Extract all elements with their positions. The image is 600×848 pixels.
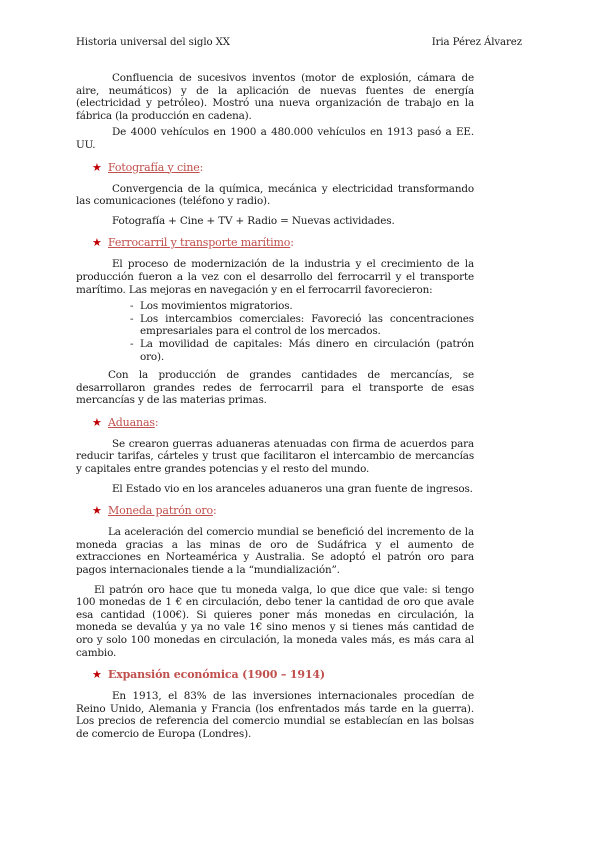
star-bullet-icon: ★ (92, 160, 102, 174)
section-title: Aduanas (108, 415, 155, 429)
paragraph: Convergencia de la química, mecánica y electricidad transformando las comunicaciones (teléfono y radio). (76, 182, 474, 208)
paragraph: Con la producción de grandes cantidades de mercancías, se desarrollaron grandes redes de ferrocarril para el transporte de esas mercancías y de las materias primas. (76, 369, 474, 407)
section-colon: : (199, 160, 204, 174)
bullet-list (76, 300, 474, 363)
section-colon: : (213, 504, 217, 518)
paragraph: De 4000 vehículos en 1900 a 480.000 vehículos en 1913 pasó a EE. UU. (76, 126, 474, 151)
section-title: Ferrocarril y transporte marítimo (108, 236, 291, 250)
section-title: Fotografía y cine (108, 160, 200, 174)
header-document-title: Historia universal del siglo XX (76, 37, 230, 48)
star-bullet-icon: ★ (92, 504, 102, 518)
section-title: Expansión económica (1900 – 1914) (108, 668, 325, 682)
paragraph: El patrón oro hace que tu moneda valga, lo que dice que vale: si tengo 100 monedas de 1 € en circulación, debo tener la cantidad de oro que avale esa cantidad (100€). Si quieres poner más monedas en circulación, la moneda se devalúa y ya no vale 1€ sino menos y si tienes más cantidad de oro y solo 100 monedas en circulación, la moneda vales más, es más cara al cambio. (76, 583, 474, 659)
star-bullet-icon: ★ (92, 236, 102, 250)
section-colon: : (290, 236, 294, 250)
section-heading-expansion (92, 668, 474, 682)
document-body (76, 72, 474, 741)
paragraph: El Estado vio en los aranceles aduaneros una gran fuente de ingresos. (112, 482, 473, 495)
section-heading-aduanas (92, 416, 474, 430)
section-heading-ferrocarril (92, 236, 474, 250)
paragraph: Fotografía + Cine + TV + Radio = Nuevas actividades. (112, 214, 395, 227)
paragraph: La aceleración del comercio mundial se benefició del incremento de la moneda gracias a las minas de oro de Sudáfrica y el aumento de extracciones en Norteamérica y Australia. Se adoptó el patrón oro para pagos internacionales tiende a la “mundialización”. (76, 526, 474, 577)
header-author: Iria Pérez Álvarez (431, 37, 522, 48)
list-item: - Los movimientos migratorios. (128, 300, 474, 313)
paragraph: Confluencia de sucesivos inventos (motor de explosión, cámara de aire, neumáticos) y de la aplicación de nuevas fuentes de energía (electricidad y petróleo). Mostró una nueva organización de trabajo en la fábrica (la producción en cadena). (76, 72, 474, 122)
paragraph: El proceso de modernización de la industria y el crecimiento de la producción fueron a la vez con el desarrollo del ferrocarril y el transporte marítimo. Las mejoras en navegación y en el ferrocarril favorecieron: (76, 258, 474, 296)
list-item: - Los intercambios comerciales: Favoreció las concentraciones empresariales para el control de los mercados. (128, 313, 474, 338)
list-item: - La movilidad de capitales: Más dinero en circulación (patrón oro). (128, 338, 474, 363)
star-bullet-icon: ★ (92, 668, 102, 682)
section-colon: : (154, 415, 159, 429)
section-title: Moneda patrón oro (108, 504, 214, 518)
paragraph: Se crearon guerras aduaneras atenuadas con firma de acuerdos para reducir tarifas, cárteles y trust que facilitaron el intercambio de mercancías y capitales entre grandes potencias y el resto del mundo. (76, 437, 474, 476)
section-heading-moneda (92, 504, 474, 518)
star-bullet-icon: ★ (92, 415, 102, 429)
paragraph: En 1913, el 83% de las inversiones internacionales procedían de Reino Unido, Alemania y Francia (los enfrentados más tarde en la guerra). Los precios de referencia del comercio mundial se establecían en las bolsas de comercio de Europa (Londres). (76, 690, 474, 740)
section-heading-fotografia (92, 161, 474, 175)
